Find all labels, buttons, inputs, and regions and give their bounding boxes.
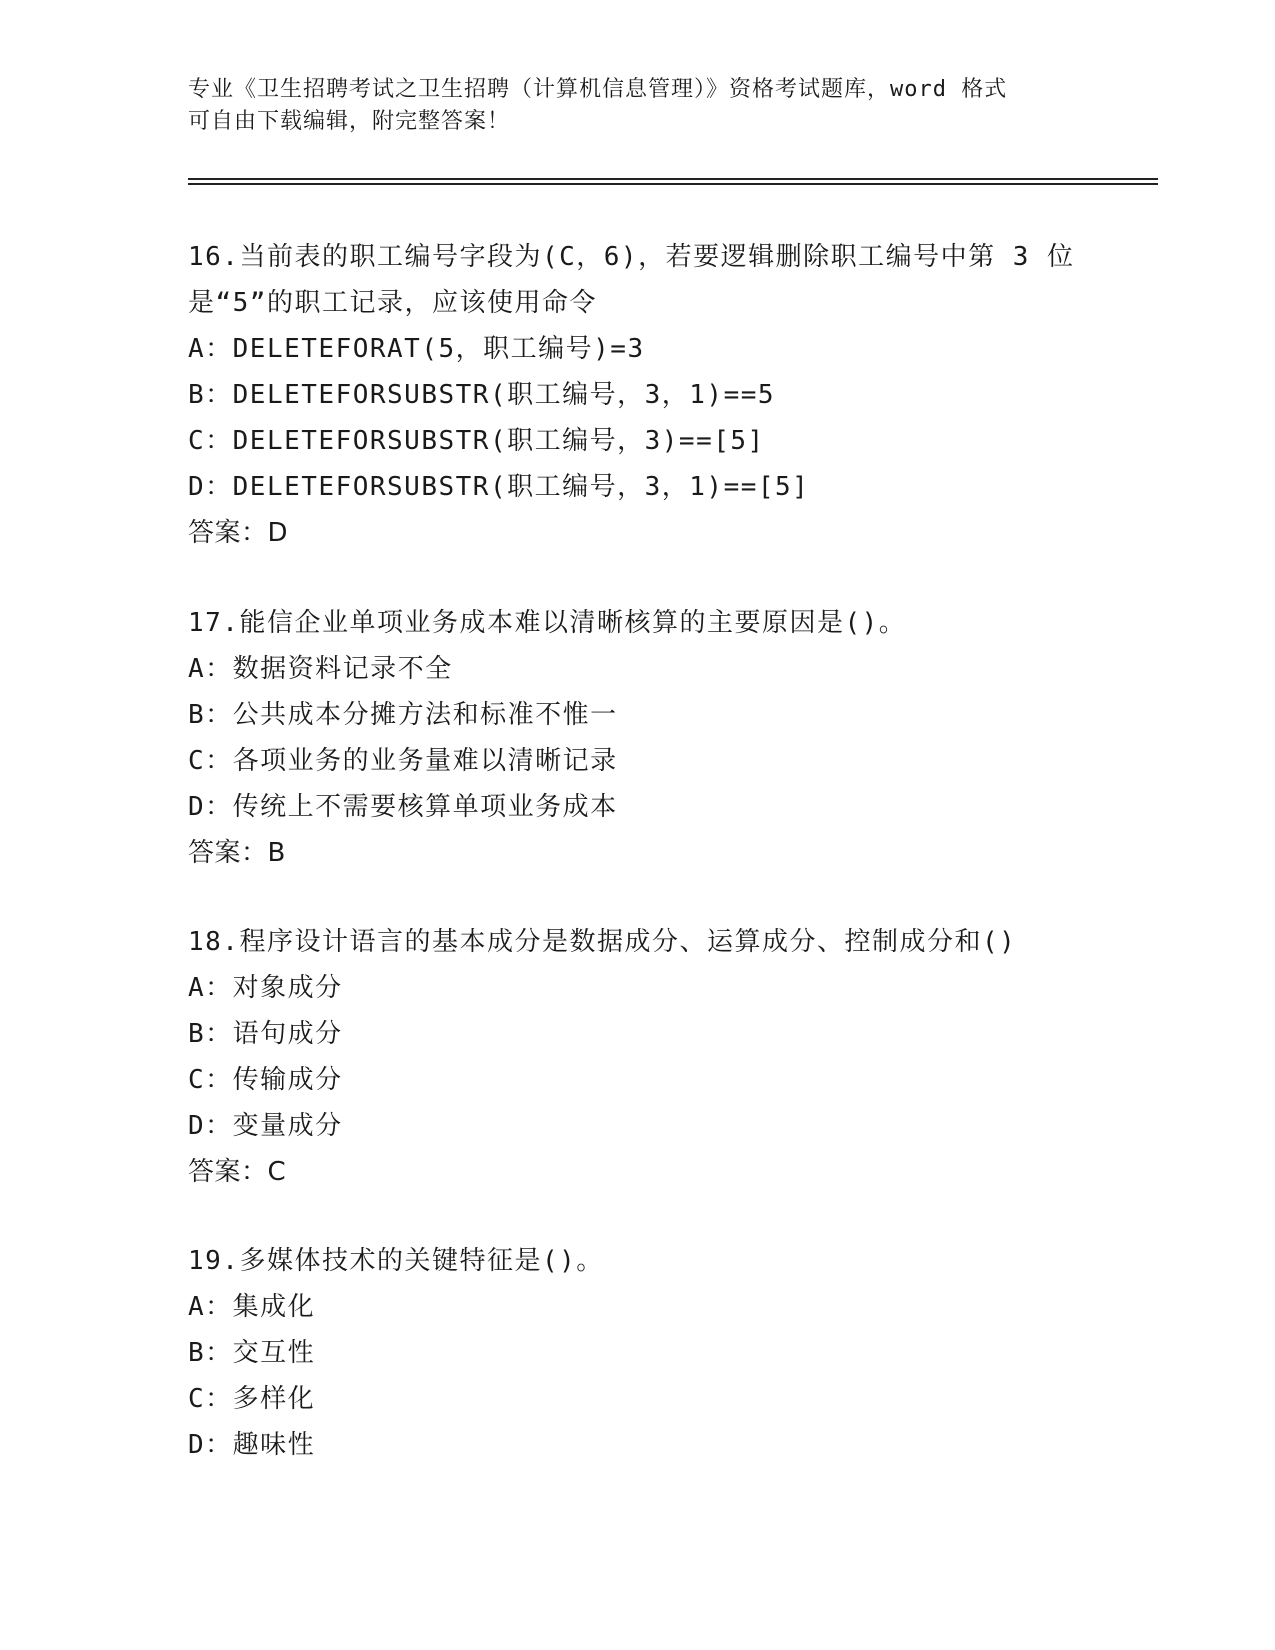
option-a: A：对象成分 bbox=[188, 973, 343, 1003]
answer-line: 答案：B bbox=[188, 838, 286, 868]
option-a: A：DELETEFORAT(5，职工编号)=3 bbox=[188, 334, 645, 364]
question-18 bbox=[188, 919, 1088, 1195]
question-stem-line-1: 19.多媒体技术的关键特征是()。 bbox=[188, 1246, 604, 1276]
option-a: A：集成化 bbox=[188, 1292, 316, 1322]
option-b: B：公共成本分摊方法和标准不惟一 bbox=[188, 700, 618, 730]
answer-line: 答案：C bbox=[188, 1157, 287, 1187]
question-stem-line-1: 17.能信企业单项业务成本难以清晰核算的主要原因是()。 bbox=[188, 608, 907, 638]
option-a: A：数据资料记录不全 bbox=[188, 654, 453, 684]
option-b: B：语句成分 bbox=[188, 1019, 343, 1049]
question-stem-line-2: 是“5”的职工记录，应该使用命令 bbox=[188, 288, 597, 318]
question-17 bbox=[188, 600, 1088, 876]
option-d: D：趣味性 bbox=[188, 1430, 316, 1460]
question-19 bbox=[188, 1238, 1088, 1468]
option-b: B：DELETEFORSUBSTR(职工编号，3，1)==5 bbox=[188, 380, 776, 410]
option-c: C：多样化 bbox=[188, 1384, 316, 1414]
header-divider-bottom bbox=[188, 183, 1158, 185]
question-stem-line-1: 16.当前表的职工编号字段为(C，6)，若要逻辑删除职工编号中第 3 位 bbox=[188, 242, 1075, 272]
question-16 bbox=[188, 234, 1088, 556]
option-d: D：传统上不需要核算单项业务成本 bbox=[188, 792, 618, 822]
question-stem bbox=[188, 919, 1088, 965]
option-d: D：变量成分 bbox=[188, 1111, 343, 1141]
question-stem bbox=[188, 1238, 1088, 1284]
question-stem-line-1: 18.程序设计语言的基本成分是数据成分、运算成分、控制成分和() bbox=[188, 927, 1017, 957]
header-line-1: 专业《卫生招聘考试之卫生招聘（计算机信息管理）》资格考试题库，word 格式 bbox=[188, 77, 1008, 102]
header-divider-top bbox=[188, 178, 1158, 180]
document-header bbox=[188, 74, 1068, 138]
option-c: C：传输成分 bbox=[188, 1065, 343, 1095]
header-line-2: 可自由下载编辑，附完整答案！ bbox=[188, 109, 511, 134]
question-stem bbox=[188, 600, 1088, 646]
option-d: D：DELETEFORSUBSTR(职工编号，3，1)==[5] bbox=[188, 472, 810, 502]
answer-line: 答案：D bbox=[188, 518, 289, 548]
option-c: C：各项业务的业务量难以清晰记录 bbox=[188, 746, 618, 776]
question-stem bbox=[188, 234, 1088, 326]
option-b: B：交互性 bbox=[188, 1338, 316, 1368]
option-c: C：DELETEFORSUBSTR(职工编号，3)==[5] bbox=[188, 426, 765, 456]
